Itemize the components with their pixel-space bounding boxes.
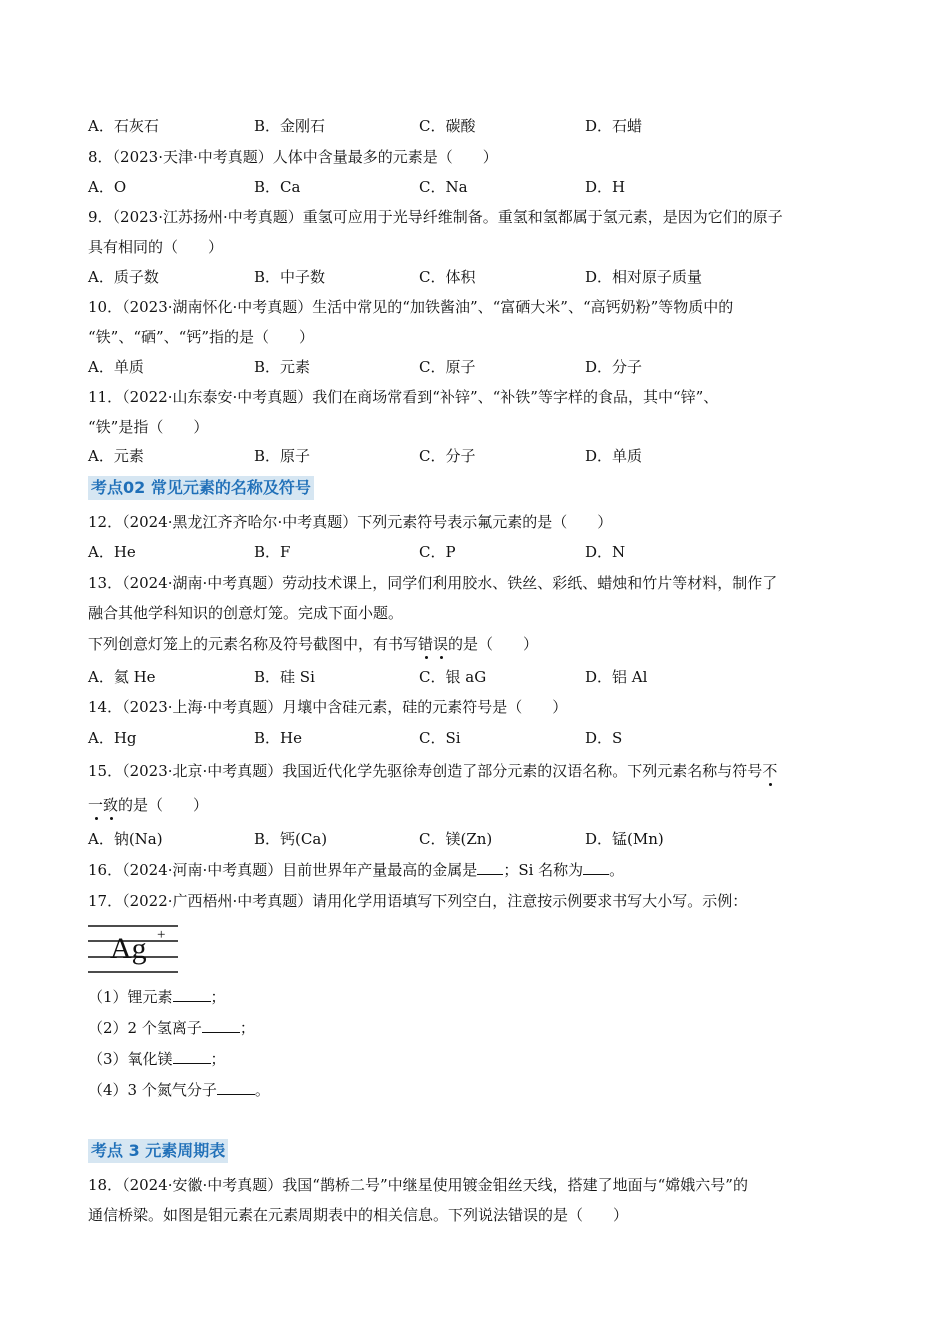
q9-option-d[interactable]: D．相对原子质量 xyxy=(585,268,703,286)
q17-item-end: 。 xyxy=(254,1081,270,1099)
q15-option-a[interactable]: A．钠(Na) xyxy=(88,830,163,848)
section-heading-element-symbols: 考点02 常见元素的名称及符号 xyxy=(88,476,314,500)
q16-stem xyxy=(88,860,624,880)
q15-stem-line1 xyxy=(88,761,777,781)
q8-options xyxy=(88,177,863,197)
q15-options xyxy=(88,829,863,849)
q7-option-c[interactable]: C．碳酸 xyxy=(419,117,476,135)
q15-option-b[interactable]: B．钙(Ca) xyxy=(254,830,328,848)
q13-stem-line1: 13．（2024·湖南·中考真题）劳动技术课上，同学们利用胶水、铁丝、彩纸、蜡烛和竹片等材料，制作了 xyxy=(88,574,778,592)
q7-option-b[interactable]: B．金刚石 xyxy=(254,117,326,135)
section-heading-periodic-table: 考点 3 元素周期表 xyxy=(88,1139,228,1163)
q17-item-end: ； xyxy=(210,1050,226,1068)
q17-item-1 xyxy=(88,987,226,1007)
q14-option-d[interactable]: D．S xyxy=(585,729,623,747)
q14-options xyxy=(88,728,863,748)
q7-options xyxy=(88,116,863,136)
q10-option-d[interactable]: D．分子 xyxy=(585,358,643,376)
q9-option-a[interactable]: A．质子数 xyxy=(88,268,159,286)
q16-blank-1[interactable] xyxy=(477,860,503,875)
q17-item-label: （4）3 个氮气分子 xyxy=(88,1081,217,1099)
q17-item-end: ； xyxy=(239,1019,255,1037)
q12-options xyxy=(88,542,863,562)
sample-symbol: Ag xyxy=(110,932,147,965)
q15-emphasis-char: 不 xyxy=(762,762,778,780)
q16-text-a: 16．（2024·河南·中考真题）目前世界年产量最高的金属是 xyxy=(88,861,478,879)
q16-blank-2[interactable] xyxy=(583,860,609,875)
q10-options xyxy=(88,357,863,377)
q17-item-label: （3）氧化镁 xyxy=(88,1050,173,1068)
q12-option-c[interactable]: C．P xyxy=(419,543,456,561)
q13-option-d[interactable]: D．铝 Al xyxy=(585,668,648,686)
q13-stem-line2: 融合其他学科知识的创意灯笼。完成下面小题。 xyxy=(88,604,404,622)
q11-option-d[interactable]: D．单质 xyxy=(585,447,643,465)
q13-emphasis-char: 错 xyxy=(418,635,434,653)
q9-option-c[interactable]: C．体积 xyxy=(419,268,476,286)
q14-option-a[interactable]: A．Hg xyxy=(88,729,137,747)
q15-line2-text: 的是（ ） xyxy=(118,796,209,814)
q15-emphasis-char: 致 xyxy=(103,796,119,814)
q17-answer-blank[interactable] xyxy=(202,1018,240,1033)
q8-option-d[interactable]: D．H xyxy=(585,178,626,196)
q14-option-c[interactable]: C．Si xyxy=(419,729,461,747)
q8-stem: 8．（2023·天津·中考真题）人体中含量最多的元素是（ ） xyxy=(88,148,498,166)
q9-options xyxy=(88,267,863,287)
q17-item-label: （1）锂元素 xyxy=(88,988,173,1006)
q13-option-c[interactable]: C．银 aG xyxy=(419,668,487,686)
q10-stem-line2: “铁”、“硒”、“钙”指的是（ ） xyxy=(88,328,315,346)
q7-option-d[interactable]: D．石蜡 xyxy=(585,117,643,135)
q11-options xyxy=(88,446,863,466)
q11-option-b[interactable]: B．原子 xyxy=(254,447,311,465)
q16-text-c: 。 xyxy=(609,861,625,879)
q13-emphasis-char: 误 xyxy=(433,635,449,653)
q18-stem-line2: 通信桥梁。如图是钼元素在元素周期表中的相关信息。下列说法错误的是（ ） xyxy=(88,1206,629,1224)
q18-stem-line1: 18．（2024·安徽·中考真题）我国“鹊桥二号”中继星使用镀金钼丝天线，搭建了地面与“嫦娥六号”的 xyxy=(88,1176,748,1194)
q11-stem-line1: 11．（2022·山东泰安·中考真题）我们在商场常看到“补锌”、“补铁”等字样的食品，其中“锌”、 xyxy=(88,388,719,406)
q13-line3-text-b: 的是（ ） xyxy=(448,635,539,653)
q11-option-c[interactable]: C．分子 xyxy=(419,447,476,465)
q17-item-2 xyxy=(88,1018,255,1038)
q13-option-a[interactable]: A．氦 He xyxy=(88,668,156,686)
q11-stem-line2: “铁”是指（ ） xyxy=(88,418,209,436)
sample-charge: + xyxy=(157,927,166,943)
q11-option-a[interactable]: A．元素 xyxy=(88,447,144,465)
q8-option-a[interactable]: A．O xyxy=(88,178,127,196)
q13-line3-text-a: 下列创意灯笼上的元素名称及符号截图中，有书写 xyxy=(88,635,419,653)
q16-text-b: ；Si 名称为 xyxy=(503,861,584,879)
q15-option-c[interactable]: C．镁(Zn) xyxy=(419,830,493,848)
q13-stem-line3 xyxy=(88,634,538,654)
q7-option-a[interactable]: A．石灰石 xyxy=(88,117,159,135)
q10-option-c[interactable]: C．原子 xyxy=(419,358,476,376)
q8-option-b[interactable]: B．Ca xyxy=(254,178,301,196)
q10-option-a[interactable]: A．单质 xyxy=(88,358,144,376)
q9-stem-line2: 具有相同的（ ） xyxy=(88,238,224,256)
q15-line1-text: 15．（2023·北京·中考真题）我国近代化学先驱徐寿创造了部分元素的汉语名称。下列元素名称与符号 xyxy=(88,762,763,780)
q17-item-3 xyxy=(88,1049,226,1069)
q14-stem: 14．（2023·上海·中考真题）月壤中含硅元素，硅的元素符号是（ ） xyxy=(88,698,568,716)
q17-item-4 xyxy=(88,1080,270,1100)
q13-option-b[interactable]: B．硅 Si xyxy=(254,668,315,686)
q12-option-d[interactable]: D．N xyxy=(585,543,626,561)
q17-item-end: ； xyxy=(210,988,226,1006)
q13-options xyxy=(88,667,863,687)
q12-option-a[interactable]: A．He xyxy=(88,543,136,561)
q17-answer-blank[interactable] xyxy=(173,987,211,1002)
q12-option-b[interactable]: B．F xyxy=(254,543,291,561)
q15-stem-line2 xyxy=(88,795,208,815)
q14-option-b[interactable]: B．He xyxy=(254,729,302,747)
q9-option-b[interactable]: B．中子数 xyxy=(254,268,326,286)
q12-stem: 12．（2024·黑龙江齐齐哈尔·中考真题）下列元素符号表示氟元素的是（ ） xyxy=(88,513,613,531)
q17-item-label: （2）2 个氢离子 xyxy=(88,1019,202,1037)
q17-answer-blank[interactable] xyxy=(217,1080,255,1095)
ag-plus-sample-figure xyxy=(88,922,180,974)
q17-answer-blank[interactable] xyxy=(173,1049,211,1064)
q17-stem: 17．（2022·广西梧州·中考真题）请用化学用语填写下列空白，注意按示例要求书写大小写。示例： xyxy=(88,892,748,910)
q15-emphasis-char: 一 xyxy=(88,796,104,814)
q10-stem-line1: 10．（2023·湖南怀化·中考真题）生活中常见的“加铁酱油”、“富硒大米”、“高钙奶粉”等物质中的 xyxy=(88,298,734,316)
q8-option-c[interactable]: C．Na xyxy=(419,178,468,196)
q9-stem-line1: 9．（2023·江苏扬州·中考真题）重氢可应用于光导纤维制备。重氢和氢都属于氢元素，是因为它们的原子 xyxy=(88,208,783,226)
q10-option-b[interactable]: B．元素 xyxy=(254,358,311,376)
q15-option-d[interactable]: D．锰(Mn) xyxy=(585,830,664,848)
